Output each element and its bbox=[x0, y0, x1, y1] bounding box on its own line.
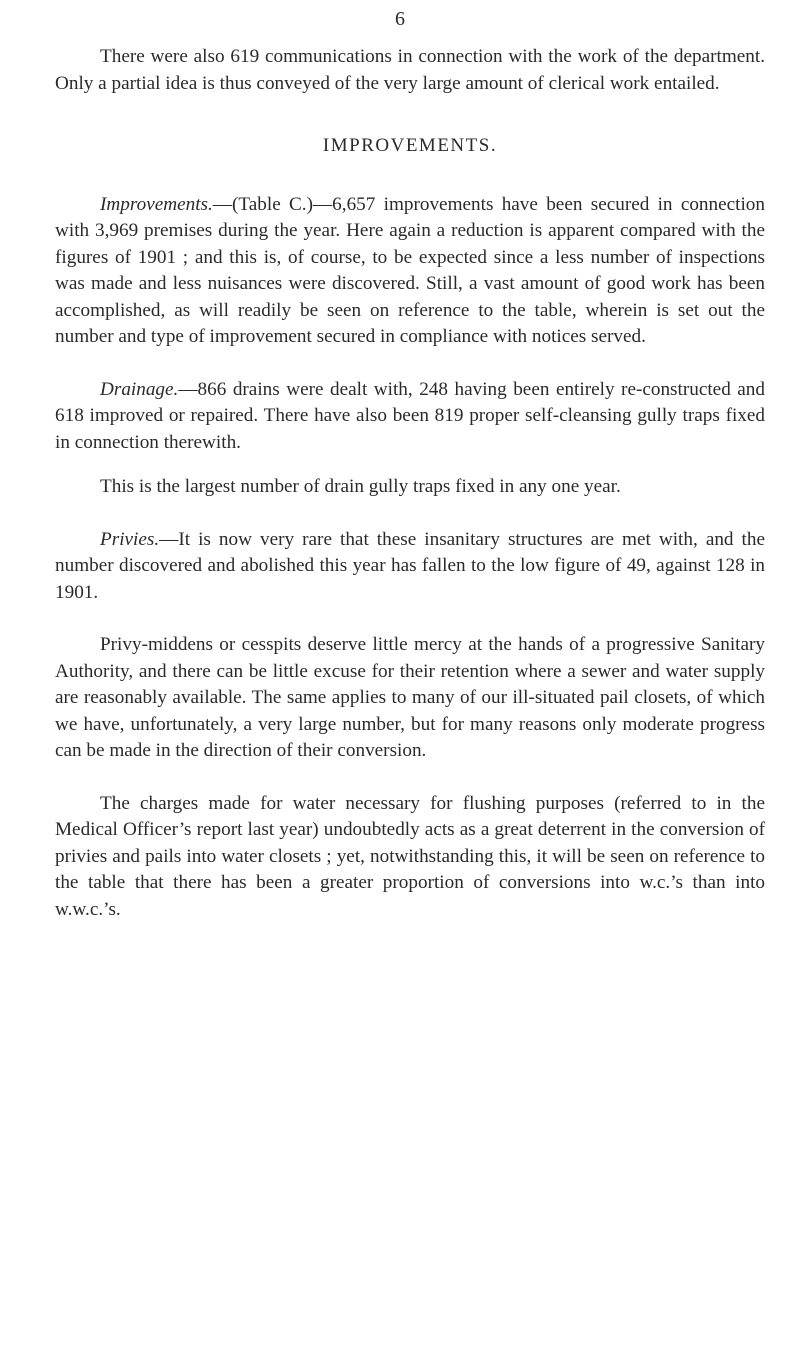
page-number: 6 bbox=[395, 8, 405, 30]
body-text bbox=[55, 44, 765, 923]
intro-paragraph: There were also 619 communications in connection with the work of the department. Only a partial idea is thus conveyed of the very large amount of clerical work entailed. bbox=[55, 46, 765, 94]
improvements-text: —(Table C.)—6,657 improvements have been secured in connection with 3,969 premises during the year. Here again a reduction is apparent compared with the figures of 1901 ; and this is, of course, to be expected since a less number of inspections was made and less nuisances were discovered. Still, a vast amount of good work has been accomplished, as will readily be seen on reference to the table, wherein is set out the number and type of improvement secured in compliance with notices served. bbox=[55, 193, 765, 347]
drainage-paragraph bbox=[55, 377, 765, 457]
improvements-lead: Improvements. bbox=[100, 193, 213, 215]
improvements-paragraph bbox=[55, 192, 765, 351]
drain-traps-paragraph: This is the largest number of drain gully traps fixed in any one year. bbox=[100, 476, 621, 497]
privies-text: —It is now very rare that these insanitary structures are met with, and the number discovered and abolished this year has fallen to the low figure of 49, against 128 in 1901. bbox=[55, 528, 765, 603]
middens-paragraph: Privy-middens or cesspits deserve little mercy at the hands of a progressive Sanitary Authority, and there can be little excuse for their retention where a sewer and water supply are reasonably available. The same applies to many of our ill-situated pail closets, of which we have, unfortunately, a very large number, but for many reasons only moderate progress can be made in the direction of their conversion. bbox=[55, 634, 765, 761]
drainage-text: —866 drains were dealt with, 248 having been entirely re-constructed and 618 improved or repaired. There have also been 819 proper self-cleansing gully traps fixed in connection therewith. bbox=[55, 378, 765, 453]
drainage-lead: Drainage. bbox=[100, 378, 179, 400]
privies-lead: Privies. bbox=[100, 528, 160, 550]
charges-paragraph: The charges made for water necessary for flushing purposes (referred to in the Medical Officer’s report last year) undoubtedly acts as a great deterrent in the conversion of privies and pails into water closets ; yet, notwithstanding this, it will be seen on reference to the table that there has been a greater proportion of conversions into w.c.’s than into w.w.c.’s. bbox=[55, 792, 765, 920]
section-heading: IMPROVEMENTS. bbox=[322, 135, 498, 156]
privies-paragraph bbox=[55, 527, 765, 607]
